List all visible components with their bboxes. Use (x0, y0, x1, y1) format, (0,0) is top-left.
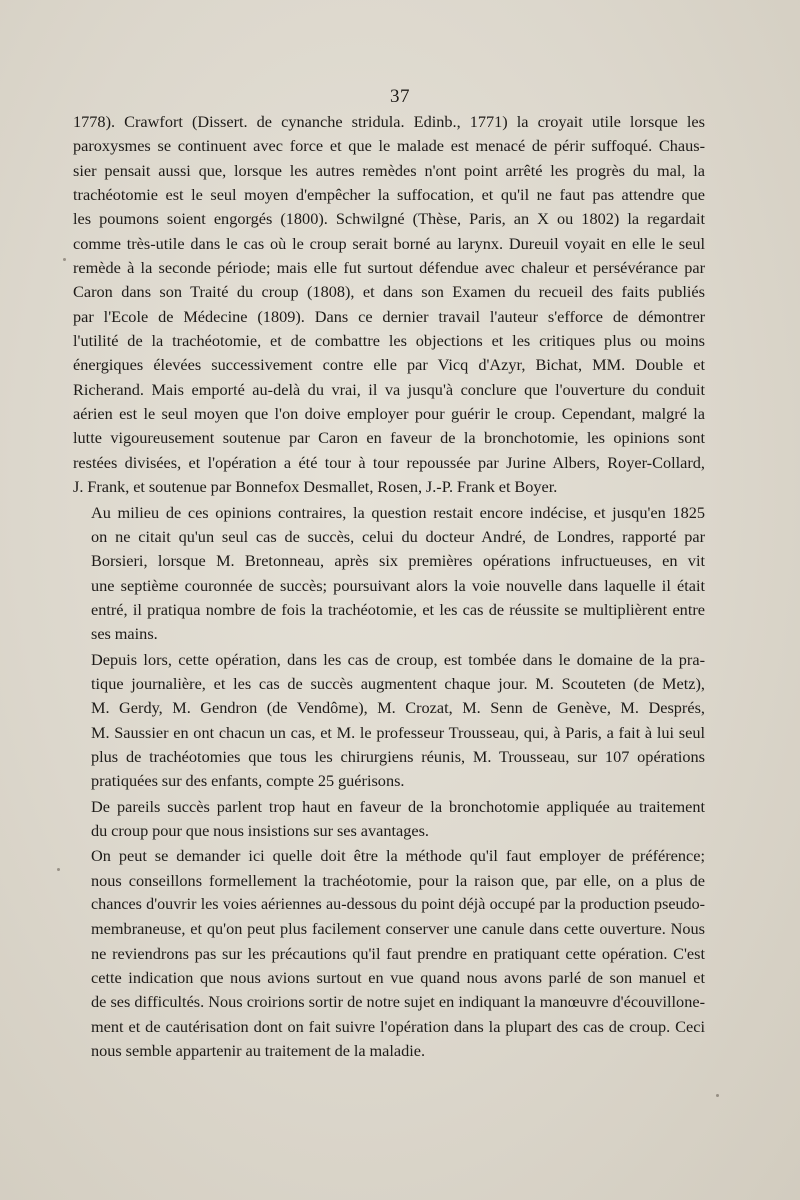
text-line: cette indication que nous avions surtout en vue quand nous avons parlé de son manuel et (91, 968, 705, 988)
text-line: nous semble appartenir au traitement de la maladie. (91, 1041, 426, 1061)
text-line: pratiquées sur des enfants, compte 25 guérisons. (91, 771, 405, 791)
text-line: énergiques élevées successivement contre elle par Vicq d'Azyr, Bichat, MM. Double et (73, 355, 705, 375)
paper-spot (716, 1094, 719, 1097)
text-line: entré, il pratiqua nombre de fois la trachéotomie, et les cas de réussite se multiplièrent entre (91, 599, 705, 619)
text-line: ment et de cautérisation dont on fait suivre l'opération dans la plupart des cas de croup. Ceci (91, 1016, 705, 1036)
text-line: trachéotomie est le seul moyen d'empêcher la suffocation, et qu'il ne faut pas attendre que (73, 185, 705, 205)
text-line: comme très-utile dans le cas où le croup serait borné au larynx. Dureuil voyait en elle le seul (73, 233, 705, 253)
page-number: 37 (390, 86, 410, 107)
body-text (73, 110, 705, 1063)
text-line: On peut se demander ici quelle doit être la méthode qu'il faut employer de préférence; (91, 846, 705, 866)
text-line: J. Frank, et soutenue par Bonnefox Desmallet, Rosen, J.-P. Frank et Boyer. (73, 477, 558, 497)
text-line: 1778). Crawfort (Dissert. de cynanche stridula. Edinb., 1771) la croyait utile lorsque les (73, 112, 705, 131)
text-line: les poumons soient engorgés (1800). Schwilgné (Thèse, Paris, an X ou 1802) la regardait (73, 209, 705, 229)
paper-spot (57, 868, 60, 871)
text-line: restées divisées, et l'opération a été tour à tour repoussée par Jurine Albers, Royer-Collard, (73, 452, 705, 472)
paragraph (73, 844, 705, 1063)
text-line: tique journalière, et les cas de succès augmentent chaque jour. M. Scouteten (de Metz), (91, 673, 705, 693)
text-line: Depuis lors, cette opération, dans les cas de croup, est tombée dans le domaine de la pra- (91, 649, 705, 669)
text-line: une septième couronnée de succès; poursuivant alors la voie nouvelle dans laquelle il était (91, 575, 705, 595)
text-line: nous conseillons formellement la trachéotomie, pour la raison que, par elle, on a plus de (91, 870, 705, 890)
text-line: du croup pour que nous insistions sur ses avantages. (91, 820, 430, 840)
text-line: l'utilité de la trachéotomie, et de combattre les objections et les critiques plus ou moins (73, 331, 705, 351)
paragraph (73, 795, 705, 844)
text-line: membraneuse, et qu'on peut plus facilement conserver une canule dans cette ouverture. Nous (91, 919, 705, 939)
text-line: M. Gerdy, M. Gendron (de Vendôme), M. Crozat, M. Senn de Genève, M. Després, (91, 698, 705, 718)
text-line: de ses difficultés. Nous croirions sortir de notre sujet en indiquant la manœuvre d'écouvillone- (91, 992, 705, 1012)
text-line: M. Saussier en ont chacun un cas, et M. le professeur Trousseau, qui, à Paris, a fait à lui seul (91, 722, 705, 742)
text-line: Au milieu de ces opinions contraires, la question restait encore indécise, et jusqu'en 1825 (91, 502, 705, 522)
text-line: paroxysmes se continuent avec force et que le malade est menacé de périr suffoqué. Chaus- (73, 136, 705, 156)
text-line: De pareils succès parlent trop haut en faveur de la bronchotomie appliquée au traitement (91, 796, 705, 816)
text-line: ses mains. (91, 624, 158, 644)
text-line: aérien est le seul moyen que l'on doive employer pour guérir le croup. Cependant, malgré la (73, 404, 705, 424)
text-line: lutte vigoureusement soutenue par Caron en faveur de la bronchotomie, les opinions sont (73, 428, 705, 448)
paragraph (73, 501, 705, 647)
text-line: Borsieri, lorsque M. Bretonneau, après six premières opérations infructueuses, en vit (91, 551, 705, 571)
text-line: remède à la seconde période; mais elle fut surtout défendue avec chaleur et persévérance par (73, 258, 705, 278)
text-line: on ne citait qu'un seul cas de succès, celui du docteur André, de Londres, rapporté par (91, 526, 705, 546)
paragraph (73, 110, 705, 500)
text-line: par l'Ecole de Médecine (1809). Dans ce dernier travail l'auteur s'efforce de démontrer (73, 306, 705, 326)
text-line: plus de trachéotomies que tous les chirurgiens réunis, M. Trousseau, sur 107 opérations (91, 746, 705, 766)
paper-spot (63, 258, 66, 261)
text-line: chances d'ouvrir les voies aériennes au-dessous du point déjà occupé par la production pseudo- (91, 896, 705, 913)
text-line: sier pensait aussi que, lorsque les autres remèdes n'ont point arrêté les progrès du mal, la (73, 160, 705, 180)
text-line: ne reviendrons pas sur les précautions qu'il faut prendre en pratiquant cette opération. C'est (91, 943, 705, 963)
paragraph (73, 648, 705, 794)
text-line: Richerand. Mais emporté au-delà du vrai, il va jusqu'à conclure que l'ouverture du conduit (73, 379, 705, 399)
text-line: Caron dans son Traité du croup (1808), et dans son Examen du recueil des faits publiés (73, 282, 705, 302)
